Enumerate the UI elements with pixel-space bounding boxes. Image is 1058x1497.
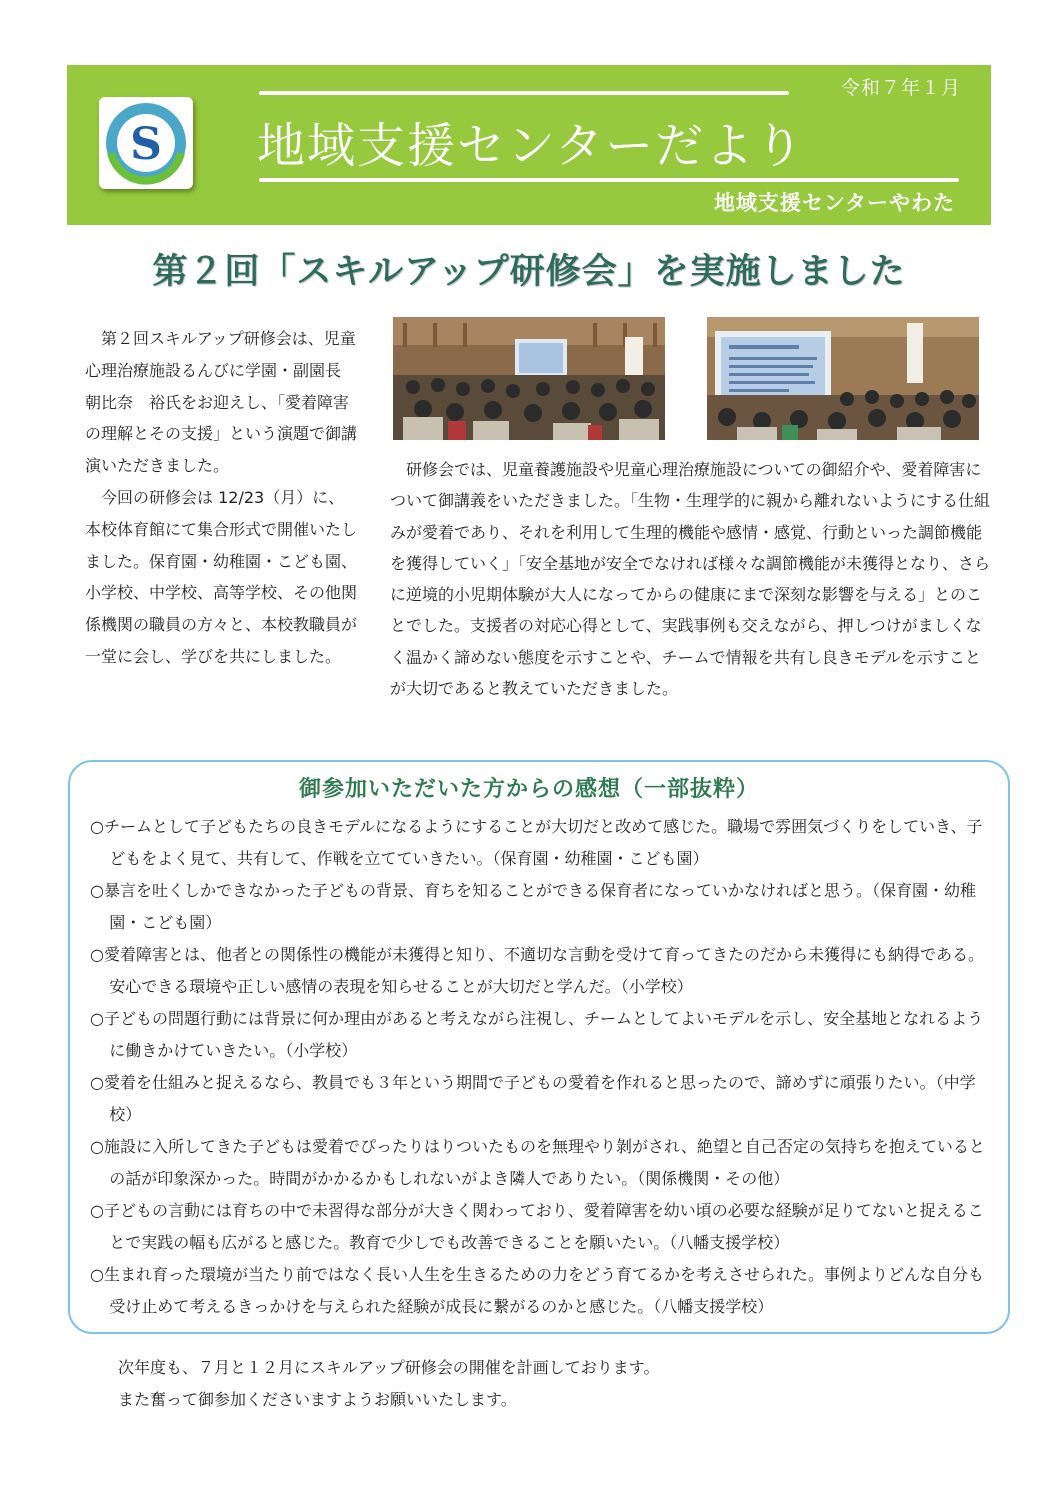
intro-paragraph-2: 今回の研修会は 12/23（月）に、本校体育館にて集合形式で開催いたしました。保育園・幼稚園・こども園、小学校、中学校、高等学校、その他関係機関の職員の方々と、本校教職員が一堂に会し、学びを共にしました。 xyxy=(85,487,358,666)
issue-date: 令和７年１月 xyxy=(840,77,961,99)
svg-text:S: S xyxy=(130,119,162,170)
header-rule-bottom xyxy=(259,178,959,182)
feedback-comment: ○生まれ育った環境が当たり前ではなく長い人生を生きるための力をどう育てるかを考えさせられた。事例よりどんな自分も受け止めて考えるきっかけを与えられた経験が成長に繋がるのかと感じた。（八幡支援学校） xyxy=(90,1265,984,1316)
feedback-comment: ○子どもの言動には育ちの中で未習得な部分が大きく関わっており、愛着障害を幼い頃の必要な経験が足りてないと捉えることで実践の幅も広がると感じた。教育で少しでも改善できることを願いたい。（八幡支援学校） xyxy=(90,1201,984,1252)
feedback-comment: ○チームとして子どもたちの良きモデルになるようにすることが大切だと改めて感じた。職場で雰囲気づくりをしていき、子どもをよく見て、共有して、作戦を立てていきたい。（保育園・幼稚園・こども園） xyxy=(90,817,983,868)
organization-name: 地域支援センターやわた xyxy=(713,191,955,215)
closing-line-1: 次年度も、７月と１２月にスキルアップ研修会の開催を計画しております。 xyxy=(118,1358,660,1377)
seminar-photo-audience xyxy=(393,317,665,440)
header-rule-top xyxy=(259,91,789,95)
feedback-comment: ○愛着を仕組みと捉えるなら、教員でも３年という期間で子どもの愛着を作れると思ったので、諦めずに頑張りたい。（中学校） xyxy=(90,1073,976,1124)
closing-message xyxy=(118,1352,659,1416)
newsletter-header xyxy=(67,65,991,225)
feedback-list xyxy=(90,811,995,1323)
feedback-comment: ○愛着障害とは、他者との関係性の機能が未獲得と知り、不適切な言動を受けて育ってきたのだから未獲得にも納得である。安心できる環境や正しい感情の表現を知らせることが大切だと学んだ。（小学校） xyxy=(90,945,984,996)
feedback-comment: ○施設に入所してきた子どもは愛着でぴったりはりついたものを無理やり剝がされ、絶望と自己否定の気持ちを抱えているとの話が印象深かった。時間がかかるかもしれないがよき隣人でありたい。（関係機関・その他） xyxy=(90,1137,985,1188)
newsletter-title: 地域支援センターだより xyxy=(257,118,806,174)
feedback-title: 御参加いただいた方からの感想（一部抜粋） xyxy=(298,777,759,802)
seminar-photo-screen xyxy=(707,317,979,440)
intro-column xyxy=(85,323,360,673)
intro-paragraph-1: 第２回スキルアップ研修会は、児童心理治療施設るんびに学園・副園長 朝比奈 裕氏をお迎えし、「愛着障害の理解とその支援」という演題で御講演いただきました。 xyxy=(85,329,358,476)
article-headline: 第２回「スキルアップ研修会」を実施しました xyxy=(152,252,906,292)
school-logo xyxy=(99,97,193,189)
summary-paragraph: 研修会では、児童養護施設や児童心理治療施設についての御紹介や、愛着障害について御講義をいただきました。「生物・生理学的に親から離れないようにする仕組みが愛着であり、それを利用して生理的機能や感情・感覚、行動といった調節機能を獲得していく」「安全基地が安全でなければ様々な調節機能が未獲得となり、さらに逆境的小児期体験が大人になってからの健康にまで深刻な影響を与える」とのことでした。支援者の対応心得として、実践事例も交えながら、押しつけがましくなく温かく諦めない態度を示すことや、チームで情報を共有し良きモデルを示すことが大切であると教えていただきました。 xyxy=(390,460,991,699)
summary-column xyxy=(390,454,990,704)
feedback-comment: ○暴言を吐くしかできなかった子どもの背景、育ちを知ることができる保育者になっていかなければと思う。（保育園・幼稚園・こども園） xyxy=(90,881,976,932)
closing-line-2: また奮って御参加くださいますようお願いいたします。 xyxy=(118,1390,517,1409)
feedback-comment: ○子どもの問題行動には背景に何か理由があると考えながら注視し、チームとしてよいモデルを示し、安全基地となれるように働きかけていきたい。（小学校） xyxy=(90,1009,984,1060)
